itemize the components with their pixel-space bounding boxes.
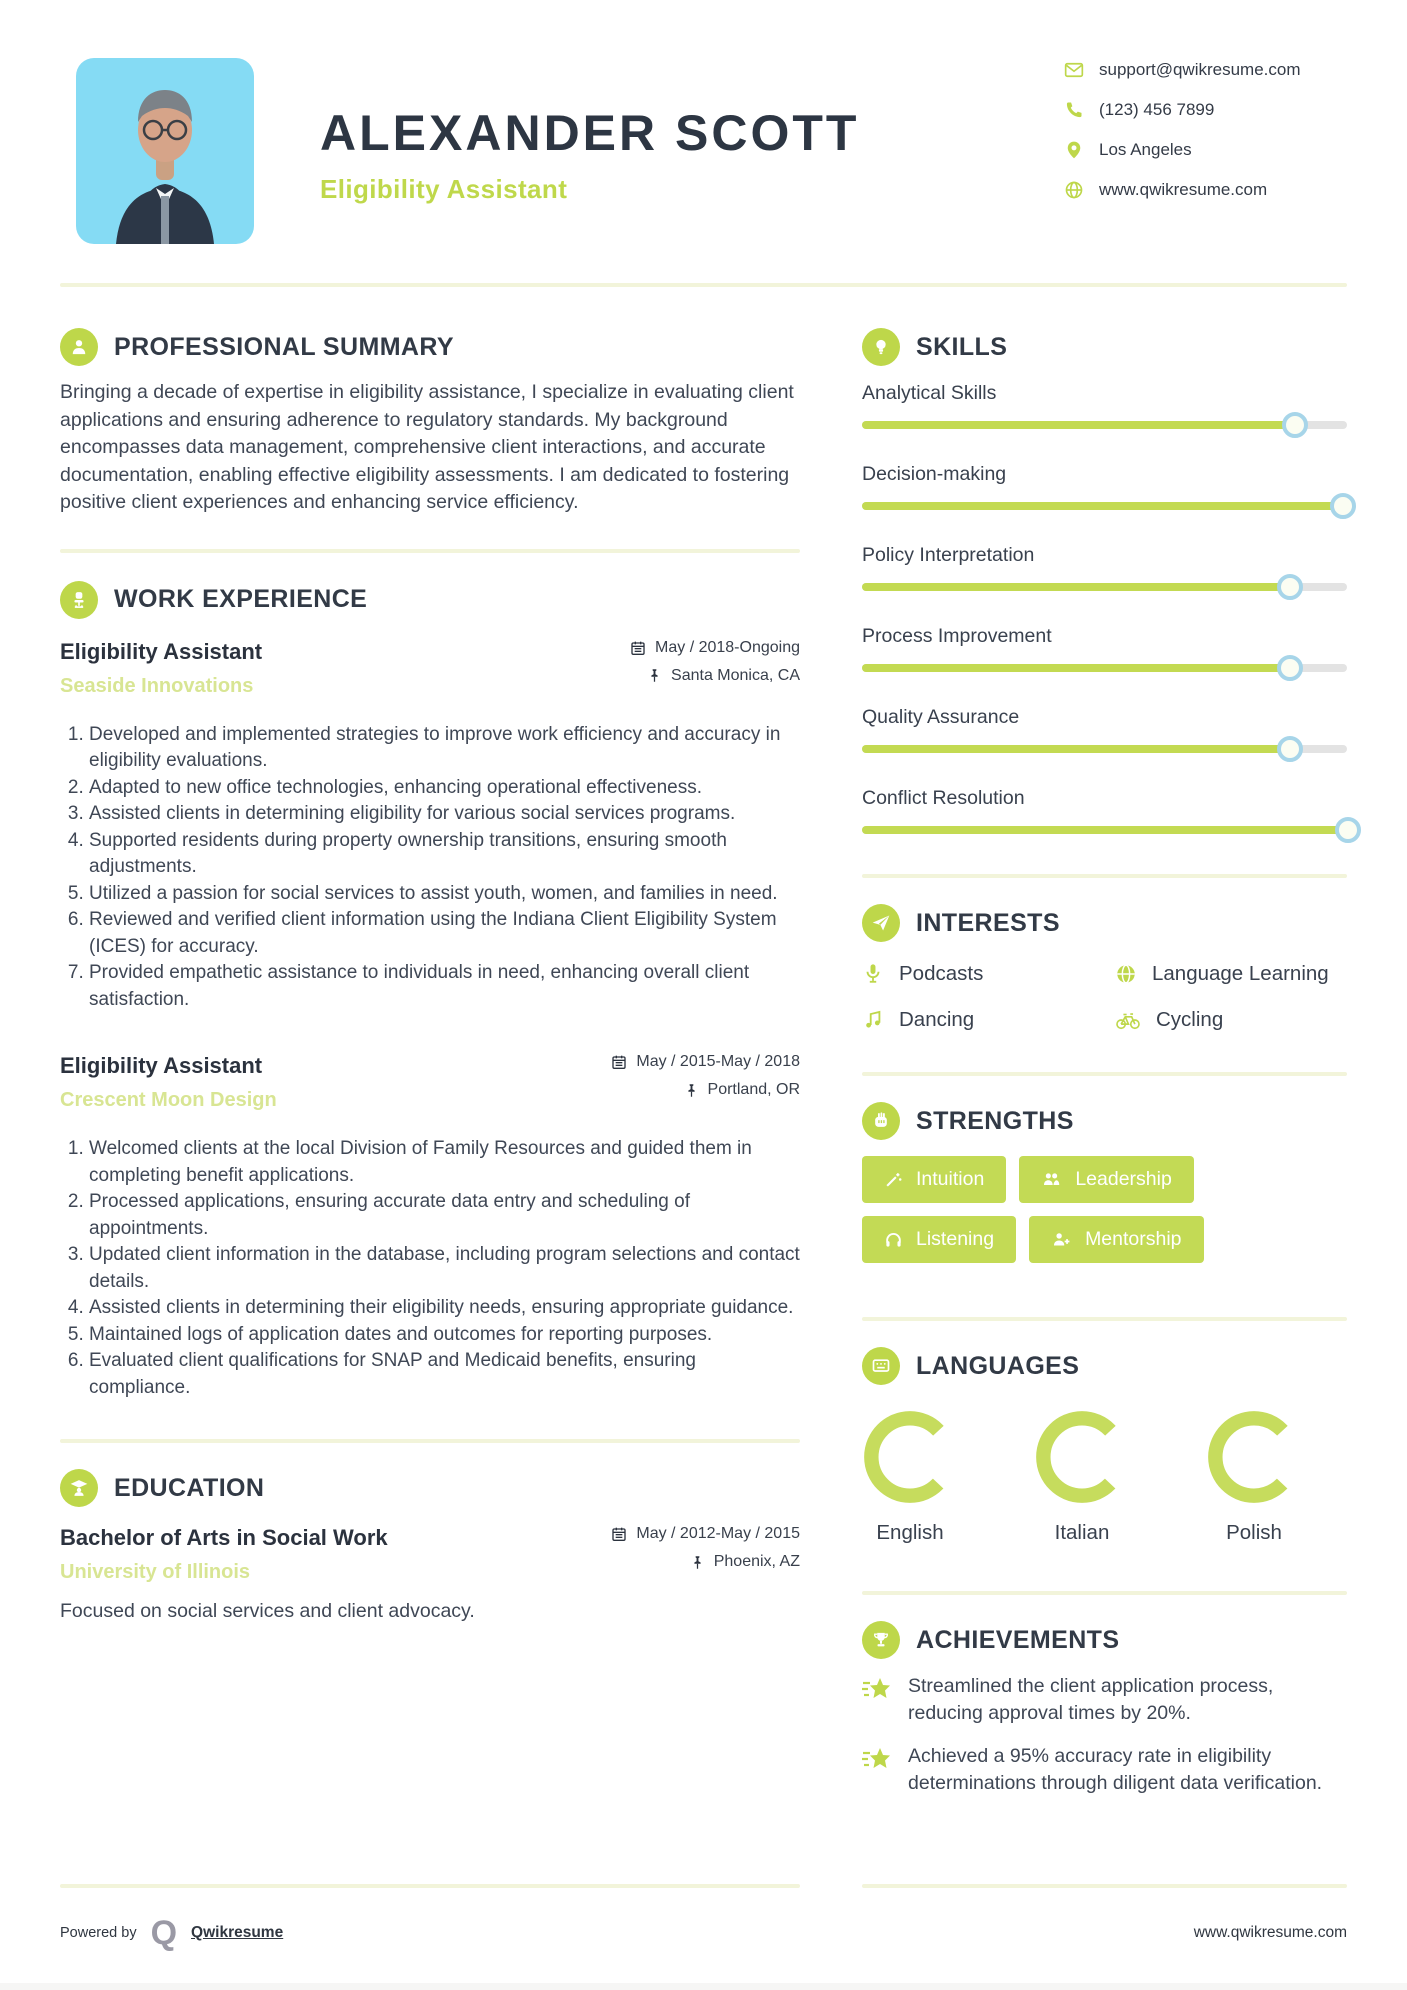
job-dates <box>611 1053 800 1071</box>
job-location <box>630 667 800 685</box>
strengths-list <box>862 1156 1347 1263</box>
section-strengths <box>862 1102 1347 1140</box>
skills-list <box>862 382 1347 834</box>
education-description: Focused on social services and client advocacy. <box>60 1600 475 1622</box>
job-bullet: 2. Processed applications, ensuring accurate data entry and scheduling of appointments. <box>89 1189 800 1242</box>
globe-icon <box>1064 180 1084 200</box>
skill-label: Process Improvement <box>862 625 1052 647</box>
contact-email <box>1064 60 1301 80</box>
contact-email-text: support@qwikresume.com <box>1099 60 1301 79</box>
profile-photo <box>76 58 254 244</box>
job-bullet: 6. Evaluated client qualifications for SNAP and Medicaid benefits, ensuring compliance. <box>89 1348 800 1401</box>
interest-item <box>862 1008 1115 1032</box>
paper-plane-icon <box>862 904 900 942</box>
job-bullet: 3. Updated client information in the database, including program selections and contact details. <box>89 1242 800 1295</box>
job-location-text: Portland, OR <box>707 1081 800 1098</box>
language-item <box>1034 1409 1130 1545</box>
calendar-icon <box>611 1526 627 1542</box>
divider <box>60 1884 800 1888</box>
language-progress-ring <box>1034 1409 1130 1505</box>
skill-slider <box>862 745 1347 753</box>
location-pin-icon <box>1064 140 1084 160</box>
slider-thumb <box>1282 412 1308 438</box>
skill-slider <box>862 664 1347 672</box>
slider-thumb <box>1335 817 1361 843</box>
achievements-heading: ACHIEVEMENTS <box>916 1625 1120 1654</box>
education-location-text: Phoenix, AZ <box>713 1553 800 1570</box>
job-bullet: 5. Maintained logs of application dates and outcomes for reporting purposes. <box>89 1322 800 1349</box>
job-bullet: 3. Assisted clients in determining eligibility for various social services programs. <box>89 801 800 828</box>
achievement-item <box>862 1743 1347 1797</box>
job-date-text: May / 2015-May / 2018 <box>636 1053 800 1070</box>
job-bullet: 1. Developed and implemented strategies to improve work efficiency and accuracy in eligibility evaluations. <box>89 722 800 775</box>
trophy-icon <box>862 1621 900 1659</box>
job-bullet: 6. Reviewed and verified client information using the Indiana Client Eligibility System (ICES) for accuracy. <box>89 907 800 960</box>
music-note-icon <box>862 1009 884 1031</box>
education-entry <box>60 1525 800 1623</box>
skill-slider <box>862 826 1347 834</box>
job-date-text: May / 2018-Ongoing <box>655 638 800 656</box>
section-achievements <box>862 1621 1347 1659</box>
skill-label: Quality Assurance <box>862 706 1020 728</box>
job-bullet: 4. Assisted clients in determining their eligibility needs, ensuring appropriate guidance. <box>89 1295 800 1322</box>
calendar-icon <box>611 1054 627 1070</box>
interest-item <box>1115 1008 1347 1032</box>
interest-label: Dancing <box>899 1008 975 1031</box>
divider <box>60 549 800 553</box>
section-work-experience <box>60 581 800 619</box>
qwikresume-link[interactable]: Qwikresume <box>191 1924 284 1941</box>
skill-row <box>862 463 1347 510</box>
footer-website: www.qwikresume.com <box>1193 1924 1347 1941</box>
contact-location-text: Los Angeles <box>1099 140 1192 159</box>
shooting-star-icon <box>862 1675 892 1703</box>
contact-website <box>1064 180 1301 200</box>
job-entry <box>60 639 800 1014</box>
job-bullet: 7. Provided empathetic assistance to individuals in need, enhancing overall client satisfaction. <box>89 960 800 1013</box>
skill-slider <box>862 502 1347 510</box>
divider <box>862 1884 1347 1888</box>
divider <box>862 874 1347 878</box>
achievement-text: Achieved a 95% accuracy rate in eligibility determinations through diligent data verification. <box>908 1745 1323 1794</box>
language-label: English <box>876 1521 944 1544</box>
lightbulb-icon <box>862 328 900 366</box>
job-bullet: 4. Supported residents during property ownership transitions, ensuring smooth adjustments. <box>89 828 800 881</box>
language-label: Italian <box>1054 1521 1110 1544</box>
achievement-item <box>862 1673 1347 1727</box>
slider-thumb <box>1330 493 1356 519</box>
job-bullet: 2. Adapted to new office technologies, enhancing operational effectiveness. <box>89 775 800 802</box>
achievements-list <box>862 1673 1347 1797</box>
strength-label: Leadership <box>1075 1168 1172 1190</box>
skills-heading: SKILLS <box>916 332 1008 361</box>
headphones-icon <box>884 1230 903 1249</box>
pushpin-icon <box>690 1555 705 1570</box>
person-icon <box>60 328 98 366</box>
strength-chip <box>862 1216 1016 1263</box>
skill-slider <box>862 583 1347 591</box>
powered-by-label: Powered by <box>60 1925 137 1941</box>
candidate-title: Eligibility Assistant <box>320 174 568 204</box>
education-dates <box>611 1525 800 1543</box>
interest-label: Cycling <box>1156 1008 1224 1031</box>
strength-chip <box>862 1156 1006 1203</box>
envelope-icon <box>1064 60 1084 80</box>
users-icon <box>1041 1170 1062 1189</box>
language-progress-ring <box>862 1409 958 1505</box>
contact-info <box>1064 60 1301 200</box>
office-chair-icon <box>60 581 98 619</box>
skill-row <box>862 625 1347 672</box>
job-company: Seaside Innovations <box>60 674 254 697</box>
strength-label: Listening <box>916 1228 995 1250</box>
degree-title: Bachelor of Arts in Social Work <box>60 1525 388 1550</box>
job-title: Eligibility Assistant <box>60 1053 263 1078</box>
language-item <box>862 1409 958 1545</box>
person-portrait-illustration <box>76 58 254 244</box>
header-divider <box>60 283 1347 287</box>
language-label: Polish <box>1226 1521 1282 1544</box>
skill-label: Conflict Resolution <box>862 787 1025 809</box>
job-bullet-list <box>60 1136 800 1401</box>
skill-row <box>862 787 1347 834</box>
education-date-text: May / 2012-May / 2015 <box>636 1525 800 1542</box>
bicycle-icon <box>1115 1009 1141 1031</box>
interest-item <box>862 962 1115 986</box>
strength-chip <box>1029 1216 1203 1263</box>
language-progress-ring <box>1206 1409 1302 1505</box>
slider-thumb <box>1277 655 1303 681</box>
job-dates <box>630 639 800 657</box>
magic-wand-icon <box>884 1170 903 1189</box>
divider <box>862 1072 1347 1076</box>
job-company: Crescent Moon Design <box>60 1089 277 1111</box>
section-professional-summary <box>60 328 800 366</box>
strength-label: Mentorship <box>1085 1228 1182 1250</box>
job-bullet-list <box>60 722 800 1014</box>
job-entry <box>60 1053 800 1401</box>
qwikresume-logo: Q <box>150 1914 178 1952</box>
graduate-icon <box>60 1469 98 1507</box>
strengths-heading: STRENGTHS <box>916 1106 1074 1135</box>
fist-icon <box>862 1102 900 1140</box>
language-item <box>1206 1409 1302 1545</box>
slider-thumb <box>1277 574 1303 600</box>
strength-label: Intuition <box>916 1168 985 1190</box>
skill-row <box>862 706 1347 753</box>
education-location <box>611 1553 800 1571</box>
section-education <box>60 1469 800 1507</box>
skill-slider <box>862 421 1347 429</box>
calendar-icon <box>630 640 646 656</box>
interest-label: Language Learning <box>1152 962 1329 985</box>
page-bottom-strip <box>0 1983 1407 1990</box>
skill-label: Analytical Skills <box>862 382 997 404</box>
slider-thumb <box>1277 736 1303 762</box>
pushpin-icon <box>647 668 662 683</box>
summary-text: Bringing a decade of expertise in eligibility assistance, I specialize in evaluating client applications and ensuring adherence to regulatory standards. My background encompasses data management, comprehensive client interactions, and accurate documentation, enabling effective eligibility assessments. I am dedicated to fostering positive client experiences and enhancing service efficiency. <box>60 381 794 513</box>
section-interests <box>862 904 1347 942</box>
school-name: University of Illinois <box>60 1561 251 1583</box>
footer <box>60 1916 1347 1950</box>
interests-heading: INTERESTS <box>916 908 1060 937</box>
contact-phone-text: (123) 456 7899 <box>1099 100 1215 119</box>
interest-item <box>1115 962 1347 986</box>
job-bullet: 5. Utilized a passion for social services to assist youth, women, and families in need. <box>89 881 800 908</box>
phone-icon <box>1064 100 1084 120</box>
achievement-text: Streamlined the client application process, reducing approval times by 20%. <box>908 1675 1274 1724</box>
shooting-star-icon <box>862 1745 892 1773</box>
strength-chip <box>1019 1156 1194 1203</box>
globe-icon <box>1115 963 1137 985</box>
skill-row <box>862 382 1347 429</box>
divider <box>60 1439 800 1443</box>
interests-list <box>862 962 1347 1032</box>
contact-location <box>1064 140 1301 160</box>
contact-phone <box>1064 100 1301 120</box>
work-experience-heading: WORK EXPERIENCE <box>114 585 368 613</box>
section-languages <box>862 1347 1347 1385</box>
section-skills <box>862 328 1347 366</box>
skill-label: Decision-making <box>862 463 1007 485</box>
translate-icon <box>862 1347 900 1385</box>
skill-label: Policy Interpretation <box>862 544 1035 566</box>
job-location <box>611 1081 800 1099</box>
pushpin-icon <box>684 1083 699 1098</box>
languages-list <box>862 1409 1347 1545</box>
interest-label: Podcasts <box>899 962 984 985</box>
microphone-icon <box>862 963 884 985</box>
skill-row <box>862 544 1347 591</box>
summary-heading: PROFESSIONAL SUMMARY <box>114 332 454 361</box>
user-plus-icon <box>1051 1230 1072 1249</box>
divider <box>862 1591 1347 1595</box>
job-title: Eligibility Assistant <box>60 638 263 664</box>
candidate-name: ALEXANDER SCOTT <box>320 105 860 161</box>
job-location-text: Santa Monica, CA <box>671 666 800 684</box>
education-heading: EDUCATION <box>114 1473 265 1502</box>
languages-heading: LANGUAGES <box>916 1351 1080 1380</box>
job-bullet: 1. Welcomed clients at the local Division of Family Resources and guided them in completing benefit applications. <box>89 1136 800 1189</box>
contact-website-text: www.qwikresume.com <box>1099 180 1268 199</box>
divider <box>862 1317 1347 1321</box>
